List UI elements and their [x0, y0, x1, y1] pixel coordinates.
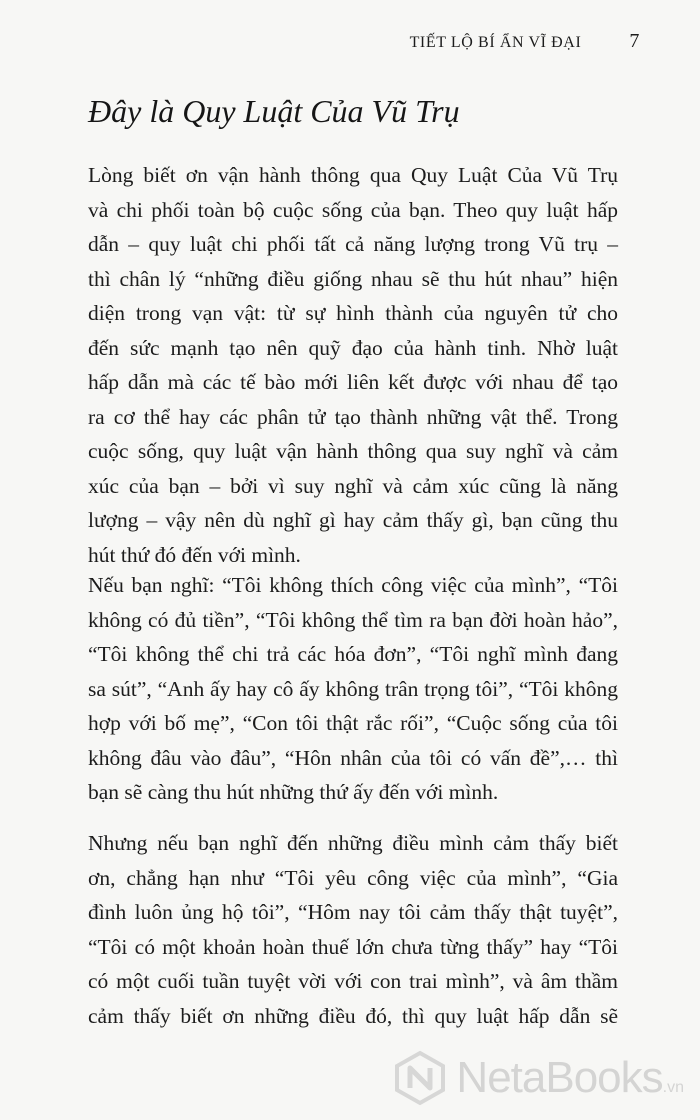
watermark-text — [456, 1053, 684, 1103]
text-line: Nhưng nếu bạn nghĩ đến những điều mình cảm thấy biết — [88, 831, 618, 855]
text-line: cuộc sống, quy luật vận hành thông qua suy nghĩ và cảm — [88, 439, 618, 463]
paragraph-2 — [88, 568, 618, 810]
text-line: không có đủ tiền”, “Tôi không thể tìm ra bạn đời hoàn hảo”, — [88, 607, 618, 632]
text-line: “Tôi có một khoản hoàn thuế lớn chưa từng thấy” hay “Tôi — [88, 934, 618, 959]
watermark-suffix: .vn — [662, 1079, 684, 1096]
text-line: hấp dẫn mà các tế bào mới liên kết được với nhau để tạo — [88, 370, 618, 394]
text-line: có một cuối tuần tuyệt vời với con trai mình”, và âm thầm — [88, 969, 618, 993]
text-line: không đâu vào đâu”, “Hôn nhân của tôi có vấn đề”,… thì — [88, 745, 618, 770]
text-line: thì chân lý “những điều giống nhau sẽ thu hút nhau” hiện — [88, 266, 618, 291]
text-line: ra cơ thể hay các phân tử tạo thành những vật thể. Trong — [88, 404, 618, 429]
text-line: bạn sẽ càng thu hút những thứ ấy đến với mình. — [88, 780, 499, 804]
watermark-brand: NetaBooks — [456, 1053, 663, 1102]
paragraph-1 — [88, 158, 618, 572]
text-line: đình luôn ủng hộ tôi”, “Hôm nay tôi cảm thấy thật tuyệt”, — [88, 900, 618, 924]
watermark — [392, 1050, 684, 1106]
text-line: cảm thấy biết ơn những điều đó, thì quy luật hấp dẫn sẽ — [88, 1003, 618, 1028]
text-line: Nếu bạn nghĩ: “Tôi không thích công việc của mình”, “Tôi — [88, 573, 618, 597]
page-number: 7 — [629, 30, 640, 52]
running-header — [410, 30, 640, 53]
section-heading: Đây là Quy Luật Của Vũ Trụ — [88, 93, 460, 129]
text-line: đến sức mạnh tạo nên quỹ đạo của hành tinh. Nhờ luật — [88, 335, 618, 360]
text-line: dẫn – quy luật chi phối tất cả năng lượng trong Vũ trụ – — [88, 232, 618, 256]
text-line: hợp với bố mẹ”, “Con tôi thật rắc rối”, “Cuộc sống của tôi — [88, 711, 618, 735]
netabooks-logo-icon — [392, 1050, 448, 1106]
text-line: hút thứ đó đến với mình. — [88, 542, 301, 567]
text-line: sa sút”, “Anh ấy hay cô ấy không trân trọng tôi”, “Tôi không — [88, 676, 618, 701]
text-line: và chi phối toàn bộ cuộc sống của bạn. Theo quy luật hấp — [88, 197, 618, 222]
text-line: “Tôi không thể chi trả các hóa đơn”, “Tôi nghĩ mình đang — [88, 642, 618, 666]
text-line: lượng – vậy nên dù nghĩ gì hay cảm thấy gì, bạn cũng thu — [88, 508, 618, 532]
text-line: Lòng biết ơn vận hành thông qua Quy Luật Của Vũ Trụ — [88, 163, 618, 187]
text-line: xúc của bạn – bởi vì suy nghĩ và cảm xúc cũng là năng — [88, 473, 618, 498]
running-title: TIẾT LỘ BÍ ẨN VĨ ĐẠI — [409, 34, 582, 51]
text-line: ơn, chẳng hạn như “Tôi yêu công việc của mình”, “Gia — [88, 865, 618, 890]
paragraph-3 — [88, 826, 618, 1033]
text-line: diện trong vạn vật: từ sự hình thành của nguyên tử cho — [88, 301, 618, 325]
